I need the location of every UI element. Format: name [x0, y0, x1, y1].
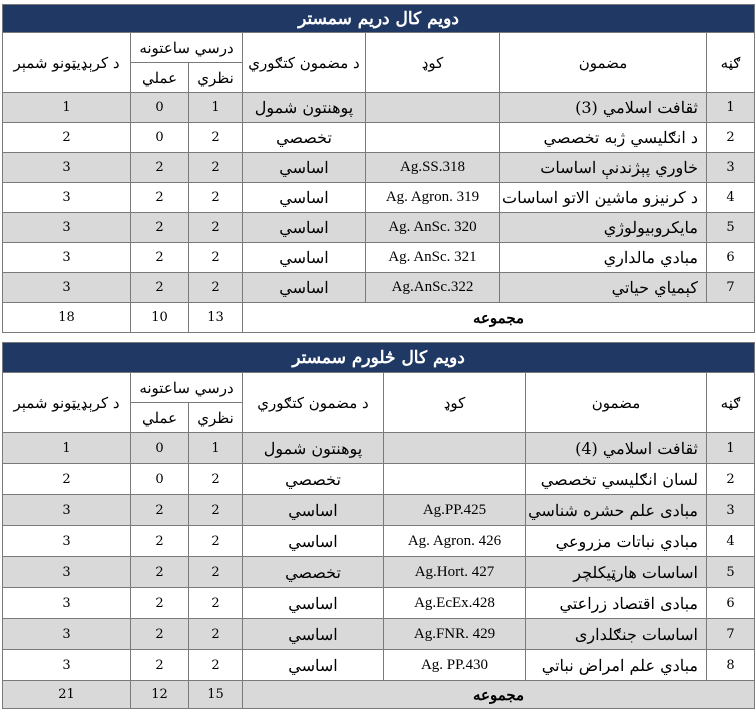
- subject-cell: اساسات هارټیکلچر: [526, 557, 707, 588]
- credits-cell: 3: [3, 557, 131, 588]
- index-cell: 6: [707, 243, 755, 273]
- index-cell: 6: [707, 588, 755, 619]
- theory-cell: 2: [189, 243, 243, 273]
- index-cell: 3: [707, 495, 755, 526]
- credits-cell: 2: [3, 464, 131, 495]
- category-header: د مضمون کتګوري: [243, 33, 366, 93]
- category-cell: پوهنتون شمول: [243, 93, 366, 123]
- category-cell: اساسي: [243, 588, 384, 619]
- practical-cell: 2: [131, 243, 189, 273]
- practical-cell: 0: [131, 464, 189, 495]
- theory-cell: 2: [189, 619, 243, 650]
- table-row: [3, 557, 755, 588]
- credits-cell: 3: [3, 495, 131, 526]
- theory-cell: 2: [189, 650, 243, 681]
- code-header: کوډ: [384, 373, 526, 433]
- table-row: [3, 526, 755, 557]
- table-row: [3, 273, 755, 303]
- subject-cell: مبادي علم امراض نباتي: [526, 650, 707, 681]
- total-credits: 18: [3, 303, 131, 333]
- theory-cell: 2: [189, 123, 243, 153]
- practical-cell: 2: [131, 213, 189, 243]
- total-theory: 13: [189, 303, 243, 333]
- table-row: [3, 123, 755, 153]
- practical-cell: 2: [131, 526, 189, 557]
- subject-cell: مایکروبیولوژي: [500, 213, 707, 243]
- subject-cell: ثقافت اسلامي (4): [526, 433, 707, 464]
- category-cell: اساسي: [243, 213, 366, 243]
- category-cell: اساسي: [243, 153, 366, 183]
- credits-header: د کرېډیټونو شمېر: [3, 373, 131, 433]
- code-cell: [384, 464, 526, 495]
- semester-3-table: [2, 4, 755, 333]
- theory-cell: 2: [189, 557, 243, 588]
- theory-cell: 1: [189, 433, 243, 464]
- credits-cell: 3: [3, 526, 131, 557]
- total-row: [3, 681, 755, 709]
- table-row: [3, 650, 755, 681]
- table-row: [3, 153, 755, 183]
- theory-cell: 2: [189, 183, 243, 213]
- total-theory: 15: [189, 681, 243, 709]
- code-header: کوډ: [366, 33, 500, 93]
- practical-cell: 2: [131, 183, 189, 213]
- subject-cell: لسان انګلیسي تخصصي: [526, 464, 707, 495]
- index-cell: 5: [707, 557, 755, 588]
- category-cell: تخصصي: [243, 464, 384, 495]
- index-cell: 7: [707, 273, 755, 303]
- practical-cell: 2: [131, 650, 189, 681]
- theory-cell: 1: [189, 93, 243, 123]
- category-header: د مضمون کتګوري: [243, 373, 384, 433]
- index-cell: 4: [707, 183, 755, 213]
- practical-cell: 0: [131, 433, 189, 464]
- subject-cell: مبادي مالداري: [500, 243, 707, 273]
- category-cell: اساسي: [243, 619, 384, 650]
- index-header: ګڼه: [707, 33, 755, 93]
- subject-header: مضمون: [500, 33, 707, 93]
- credits-cell: 3: [3, 213, 131, 243]
- index-cell: 7: [707, 619, 755, 650]
- subject-cell: د انګلیسي ژبه تخصصي: [500, 123, 707, 153]
- category-cell: پوهنتون شمول: [243, 433, 384, 464]
- code-cell: Ag.FNR. 429: [384, 619, 526, 650]
- category-cell: اساسي: [243, 495, 384, 526]
- theory-cell: 2: [189, 495, 243, 526]
- subject-cell: اساسات جنګلداری: [526, 619, 707, 650]
- subject-cell: مبادی علم حشره شناسي: [526, 495, 707, 526]
- table-row: [3, 243, 755, 273]
- practical-cell: 2: [131, 557, 189, 588]
- code-cell: Ag.AnSc.322: [366, 273, 500, 303]
- index-cell: 2: [707, 464, 755, 495]
- index-cell: 1: [707, 433, 755, 464]
- table-row: [3, 93, 755, 123]
- index-cell: 2: [707, 123, 755, 153]
- code-cell: [366, 93, 500, 123]
- hours-header: درسي ساعتونه: [131, 373, 243, 403]
- practical-header: عملي: [131, 403, 189, 433]
- hours-header: درسي ساعتونه: [131, 33, 243, 63]
- semester-4-title: دویم کال څلورم سمستر: [3, 343, 755, 373]
- semester-4-table: [2, 342, 755, 709]
- credits-cell: 1: [3, 93, 131, 123]
- category-cell: اساسي: [243, 273, 366, 303]
- index-cell: 1: [707, 93, 755, 123]
- code-cell: Ag. AnSc. 321: [366, 243, 500, 273]
- practical-cell: 0: [131, 93, 189, 123]
- table-row: [3, 619, 755, 650]
- theory-cell: 2: [189, 526, 243, 557]
- subject-cell: مبادی اقتصاد زراعتي: [526, 588, 707, 619]
- credits-cell: 3: [3, 183, 131, 213]
- practical-cell: 2: [131, 273, 189, 303]
- code-cell: Ag.SS.318: [366, 153, 500, 183]
- theory-cell: 2: [189, 464, 243, 495]
- code-cell: [366, 123, 500, 153]
- table-row: [3, 433, 755, 464]
- theory-cell: 2: [189, 213, 243, 243]
- code-cell: Ag.Hort. 427: [384, 557, 526, 588]
- category-cell: تخصصي: [243, 123, 366, 153]
- subject-header: مضمون: [526, 373, 707, 433]
- subject-cell: خاوري پېژندنې اساسات: [500, 153, 707, 183]
- credits-cell: 3: [3, 243, 131, 273]
- total-credits: 21: [3, 681, 131, 709]
- credits-cell: 3: [3, 588, 131, 619]
- table-row: [3, 213, 755, 243]
- subject-cell: د کرنیزو ماشین الاتو اساسات: [500, 183, 707, 213]
- credits-cell: 3: [3, 273, 131, 303]
- practical-header: عملي: [131, 63, 189, 93]
- table-row: [3, 588, 755, 619]
- code-cell: Ag.PP.425: [384, 495, 526, 526]
- table-row: [3, 495, 755, 526]
- credits-cell: 3: [3, 619, 131, 650]
- practical-cell: 2: [131, 588, 189, 619]
- category-cell: اساسي: [243, 183, 366, 213]
- table-row: [3, 464, 755, 495]
- index-cell: 3: [707, 153, 755, 183]
- category-cell: تخصصي: [243, 557, 384, 588]
- table-row: [3, 183, 755, 213]
- index-cell: 4: [707, 526, 755, 557]
- subject-cell: مبادي نباتات مزروعي: [526, 526, 707, 557]
- index-header: ګڼه: [707, 373, 755, 433]
- practical-cell: 0: [131, 123, 189, 153]
- theory-cell: 2: [189, 153, 243, 183]
- code-cell: Ag. AnSc. 320: [366, 213, 500, 243]
- code-cell: Ag.EcEx.428: [384, 588, 526, 619]
- code-cell: Ag. PP.430: [384, 650, 526, 681]
- category-cell: اساسي: [243, 526, 384, 557]
- code-cell: Ag. Agron. 319: [366, 183, 500, 213]
- practical-cell: 2: [131, 495, 189, 526]
- theory-header: نظري: [189, 403, 243, 433]
- credits-cell: 2: [3, 123, 131, 153]
- total-label: مجموعه: [243, 681, 755, 709]
- total-practical: 12: [131, 681, 189, 709]
- theory-cell: 2: [189, 273, 243, 303]
- credits-header: د کرېډیټونو شمېر: [3, 33, 131, 93]
- theory-cell: 2: [189, 588, 243, 619]
- total-row: [3, 303, 755, 333]
- category-cell: اساسي: [243, 243, 366, 273]
- practical-cell: 2: [131, 153, 189, 183]
- index-cell: 8: [707, 650, 755, 681]
- credits-cell: 3: [3, 153, 131, 183]
- index-cell: 5: [707, 213, 755, 243]
- semester-3-title: دویم کال دریم سمستر: [3, 5, 755, 33]
- code-cell: [384, 433, 526, 464]
- credits-cell: 3: [3, 650, 131, 681]
- credits-cell: 1: [3, 433, 131, 464]
- code-cell: Ag. Agron. 426: [384, 526, 526, 557]
- total-practical: 10: [131, 303, 189, 333]
- theory-header: نظري: [189, 63, 243, 93]
- subject-cell: ثقافت اسلامي (3): [500, 93, 707, 123]
- category-cell: اساسي: [243, 650, 384, 681]
- subject-cell: کېمیاي حیاتي: [500, 273, 707, 303]
- total-label: مجموعه: [243, 303, 755, 333]
- practical-cell: 2: [131, 619, 189, 650]
